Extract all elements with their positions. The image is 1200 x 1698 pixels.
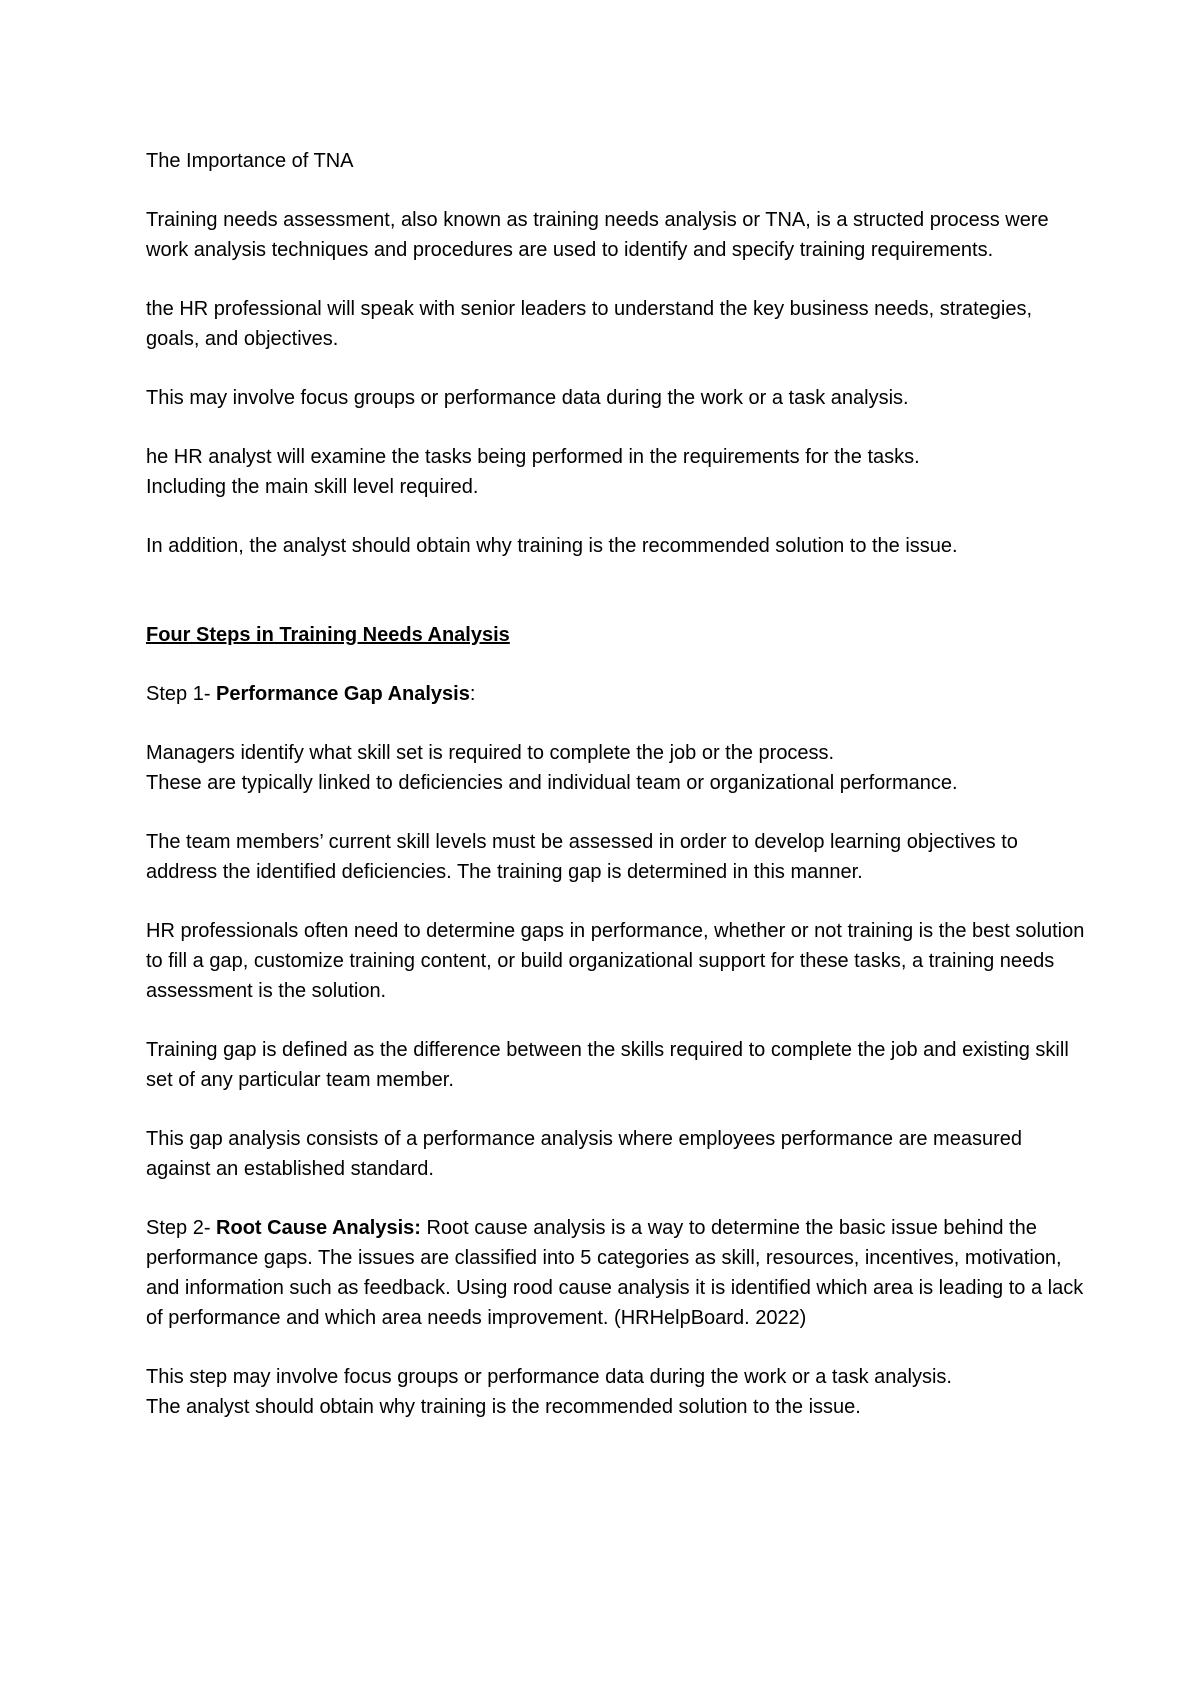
document-title: The Importance of TNA	[146, 150, 354, 172]
paragraph-team-members: The team members’ current skill levels must be assessed in order to develop learning objectives to address the identified deficiencies. The training gap is determined in this manner.	[146, 831, 1018, 883]
paragraph-step-may: This step may involve focus groups or performance data during the work or a task analysis. The analyst should obtain why training is the recommended solution to the issue.	[146, 1366, 952, 1418]
step2-prefix: Step 2-	[146, 1217, 217, 1239]
step1-prefix: Step 1-	[146, 683, 217, 705]
step1-suffix: :	[469, 683, 476, 705]
paragraph-in-addition: In addition, the analyst should obtain why training is the recommended solution to the issue.	[146, 535, 958, 557]
step1-heading	[146, 679, 1086, 709]
paragraph-gap-analysis: This gap analysis consists of a performance analysis where employees performance are measured against an established standard.	[146, 1128, 1022, 1180]
paragraph-managers: Managers identify what skill set is required to complete the job or the process. These are typically linked to deficiencies and individual team or organizational performance.	[146, 742, 958, 794]
paragraph-hr-gaps: HR professionals often need to determine gaps in performance, whether or not training is the best solution to fill a gap, customize training content, or build organizational support for these tasks, a training needs assessment is the solution.	[146, 920, 1085, 1002]
paragraph-intro: Training needs assessment, also known as training needs analysis or TNA, is a structed process were work analysis techniques and procedures are used to identify and specify training requirements.	[146, 209, 1049, 261]
document-page	[146, 146, 1086, 1451]
step2-body: Root cause analysis is a way to determine the basic issue behind the performance gaps. The issues are classified into 5 categories as skill, resources, incentives, motivation, and information such as feedback. Using rood cause analysis it is identified which area is leading to a lack of performance and which area needs improvement. (HRHelpBoard. 2022)	[146, 1217, 1084, 1329]
section-heading-text: Four Steps in Training Needs Analysis	[146, 624, 510, 646]
paragraph-focus-groups: This may involve focus groups or performance data during the work or a task analysis.	[146, 387, 909, 409]
paragraph-training-gap: Training gap is defined as the difference between the skills required to complete the job and existing skill set of any particular team member.	[146, 1039, 1069, 1091]
paragraph-hr-leaders: the HR professional will speak with senior leaders to understand the key business needs, strategies, goals, and objectives.	[146, 298, 1033, 350]
section-heading	[146, 590, 1086, 650]
paragraph-hr-analyst: he HR analyst will examine the tasks being performed in the requirements for the tasks. Including the main skill level required.	[146, 446, 920, 498]
step1-title: Performance Gap Analysis	[216, 683, 470, 705]
step2-paragraph	[146, 1213, 1086, 1333]
step2-title: Root Cause Analysis:	[216, 1217, 421, 1239]
